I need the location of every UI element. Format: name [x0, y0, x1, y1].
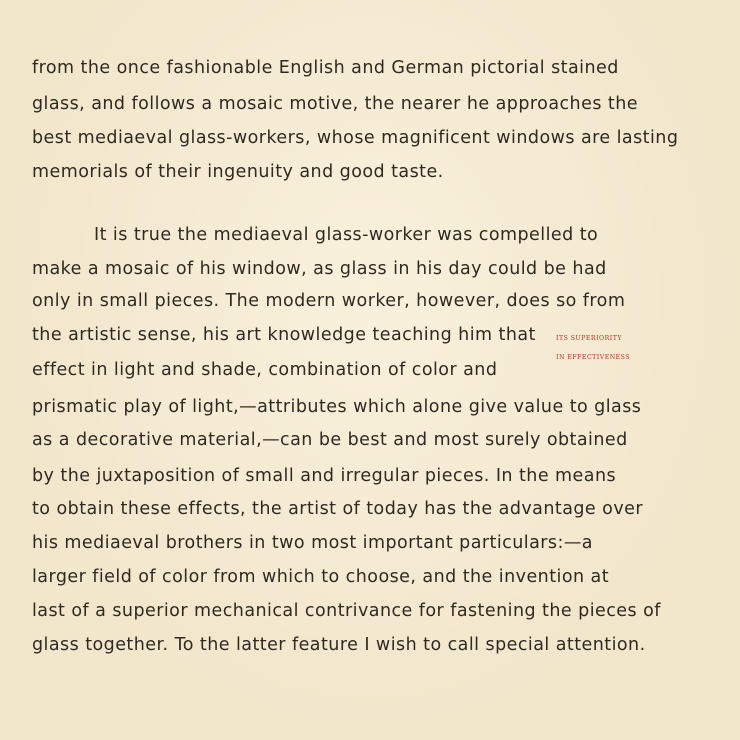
text-line: as a decorative material,—can be best and most surely obtained — [32, 430, 628, 450]
text-line: best mediaeval glass-workers, whose magnificent windows are lasting — [32, 128, 679, 148]
text-line: glass together. To the latter feature I wish to call special attention. — [32, 635, 646, 655]
text-line: make a mosaic of his window, as glass in his day could be had — [32, 259, 607, 279]
text-line: the artistic sense, his art knowledge teaching him that — [32, 325, 536, 345]
text-line: larger field of color from which to choose, and the invention at — [32, 567, 610, 587]
text-line: effect in light and shade, combination of color and — [32, 360, 498, 380]
text-line: his mediaeval brothers in two most important particulars:—a — [32, 533, 593, 553]
text-line: memorials of their ingenuity and good taste. — [32, 162, 444, 182]
side-note-line: ITS SUPERIORITY — [556, 335, 622, 342]
text-line: It is true the mediaeval glass-worker was compelled to — [94, 225, 599, 245]
text-line: only in small pieces. The modern worker, however, does so from — [32, 291, 626, 311]
text-line: prismatic play of light,—attributes which alone give value to glass — [32, 397, 642, 417]
text-line: from the once fashionable English and German pictorial stained — [32, 58, 619, 78]
side-note-line: IN EFFECTIVENESS — [556, 354, 631, 361]
text-line: by the juxtaposition of small and irregular pieces. In the means — [32, 466, 617, 486]
text-line: glass, and follows a mosaic motive, the nearer he approaches the — [32, 94, 638, 114]
text-line: last of a superior mechanical contrivance for fastening the pieces of — [32, 601, 661, 621]
text-line: to obtain these effects, the artist of today has the advantage over — [32, 499, 643, 519]
